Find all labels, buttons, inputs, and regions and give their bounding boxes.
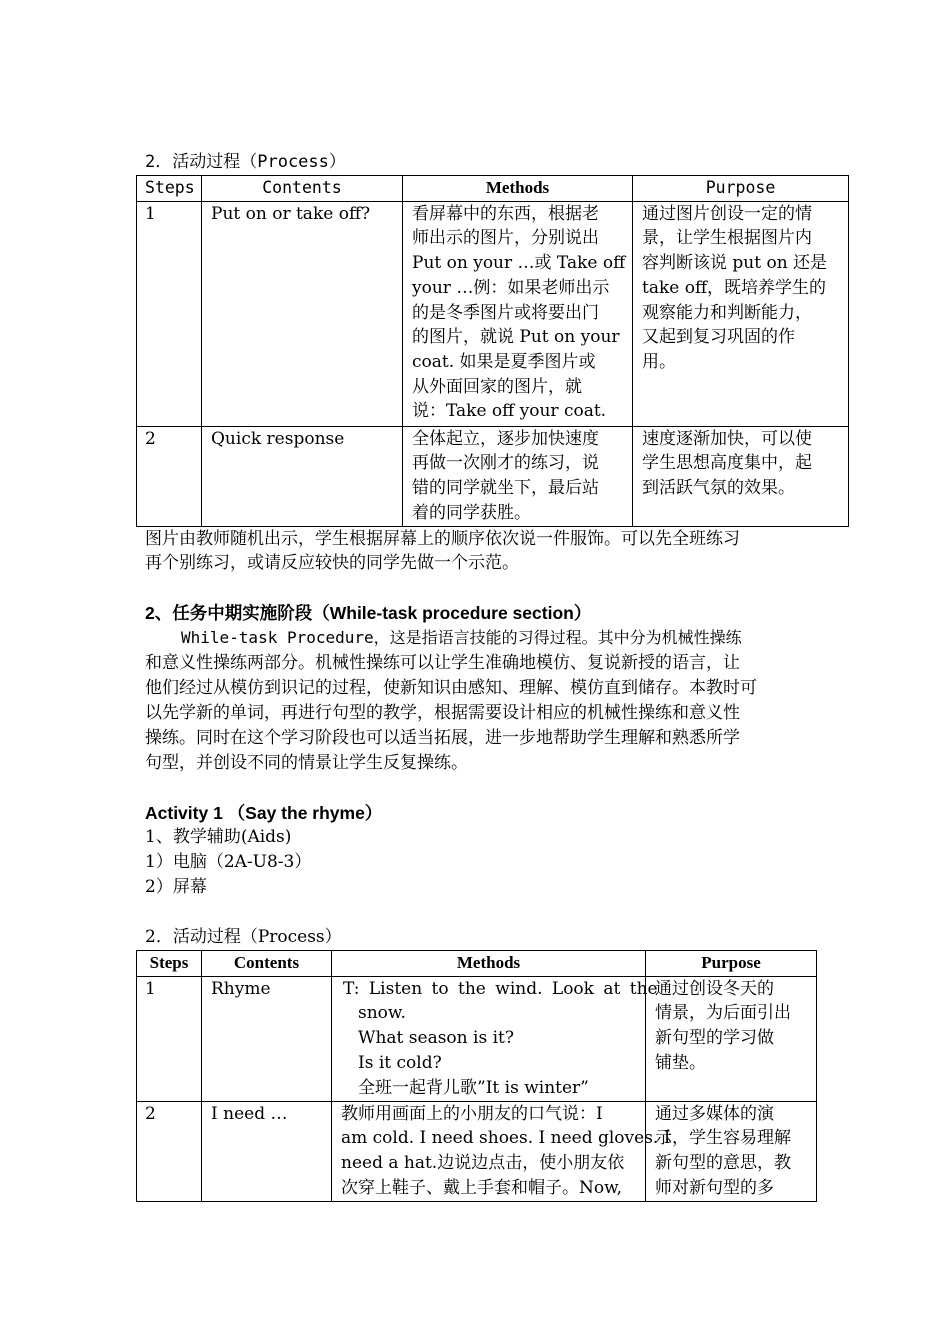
methods-line: 的图片，就说 Put on your [412, 327, 620, 348]
purpose-line: 景，让学生根据图片内 [642, 228, 812, 249]
methods-cell [403, 201, 633, 426]
methods-line: 次穿上鞋子、戴上手套和帽子。Now, [341, 1177, 623, 1198]
methods-line: 师出示的图片，分别说出 [412, 228, 599, 249]
step-cell: 1 [137, 976, 202, 1101]
paragraph-line: 以先学新的单词，再进行句型的教学，根据需要设计相应的机械性操练和意义性 [145, 703, 740, 723]
header-methods: Methods [403, 176, 633, 202]
section-heading: 2、任务中期实施阶段（While-task procedure section） [145, 603, 592, 623]
paragraph-line: While-task Procedure，这是指语言技能的习得过程。其中分为机械性操练 [181, 628, 742, 647]
methods-line: 全班一起背儿歌”It is winter” [358, 1077, 589, 1098]
methods-line: am cold. I need shoes. I need gloves. I [341, 1128, 671, 1149]
purpose-cell [646, 976, 817, 1101]
purpose-line: 通过创设冬天的 [655, 978, 774, 999]
paragraph-line: 句型，并创设不同的情景让学生反复操练。 [145, 753, 468, 773]
header-methods: Methods [332, 951, 646, 977]
paragraph-line: 和意义性操练两部分。机械性操练可以让学生准确地模仿、复说新授的语言，让 [145, 653, 740, 673]
methods-line: your …例：如果老师出示 [412, 277, 610, 298]
methods-line: 的是冬季图片或将要出门 [412, 302, 599, 323]
table-header-row [137, 176, 849, 202]
step-cell: 2 [137, 426, 202, 526]
process-heading-1: 2．活动过程（Process） [145, 152, 346, 172]
purpose-line: 通过多媒体的演 [655, 1103, 774, 1124]
purpose-line: 观察能力和判断能力， [642, 302, 812, 323]
purpose-line: 情景，为后面引出 [655, 1003, 791, 1024]
purpose-line: 又起到复习巩固的作 [642, 327, 795, 348]
header-purpose: Purpose [633, 176, 849, 202]
methods-line: 教师用画面上的小朋友的口气说：I [341, 1103, 603, 1124]
purpose-line: 速度逐渐加快，可以使 [642, 428, 812, 449]
purpose-line: 容判断该说 put on 还是 [642, 253, 828, 274]
methods-line: 错的同学就坐下，最后站 [412, 478, 599, 499]
purpose-cell [633, 201, 849, 426]
purpose-line: 示，学生容易理解 [655, 1128, 791, 1149]
step-cell: 1 [137, 201, 202, 426]
header-purpose: Purpose [646, 951, 817, 977]
note-line: 再个别练习，或请反应较快的同学先做一个示范。 [145, 553, 519, 573]
table-row [137, 1101, 817, 1201]
header-steps: Steps [137, 951, 202, 977]
purpose-line: 到活跃气氛的效果。 [642, 478, 795, 499]
purpose-line: 新句型的学习做 [655, 1028, 774, 1049]
purpose-cell [646, 1101, 817, 1201]
purpose-line: 铺垫。 [655, 1052, 706, 1073]
purpose-line: 学生思想高度集中，起 [642, 453, 812, 474]
content-cell: Quick response [202, 426, 403, 526]
process-table-1 [136, 175, 849, 527]
methods-line: Put on your …或 Take off [412, 253, 626, 274]
header-steps: Steps [137, 176, 202, 202]
methods-line: 说：Take off your coat. [412, 401, 607, 422]
methods-line: 看屏幕中的东西，根据老 [412, 203, 599, 224]
note-line: 图片由教师随机出示，学生根据屏幕上的顺序依次说一件服饰。可以先全班练习 [145, 529, 740, 549]
aids-item: 1）电脑（2A-U8-3） [145, 852, 312, 872]
methods-line: T: Listen to the wind. Look at the [343, 978, 658, 999]
methods-line: need a hat.边说边点击，使小朋友依 [341, 1153, 625, 1174]
purpose-line: 通过图片创设一定的情 [642, 203, 812, 224]
purpose-line: 用。 [642, 351, 676, 372]
step-cell: 2 [137, 1101, 202, 1201]
purpose-line: 师对新句型的多 [655, 1177, 774, 1198]
header-contents: Contents [202, 176, 403, 202]
aids-heading: 1、教学辅助(Aids) [145, 827, 292, 847]
activity-title: Activity 1 （Say the rhyme） [145, 803, 383, 823]
purpose-line: take off，既培养学生的 [642, 277, 827, 298]
table-row [137, 426, 849, 526]
methods-cell [403, 426, 633, 526]
methods-line: 再做一次刚才的练习，说 [412, 453, 599, 474]
process-table-2 [136, 950, 817, 1202]
header-contents: Contents [202, 951, 332, 977]
methods-line: Is it cold? [358, 1052, 442, 1073]
aids-item: 2）屏幕 [145, 877, 207, 897]
methods-cell [332, 1101, 671, 1201]
table-row [137, 201, 849, 426]
table-header-row [137, 951, 817, 977]
process-heading-2: 2．活动过程（Process） [145, 927, 342, 947]
paragraph-line: 他们经过从模仿到识记的过程，使新知识由感知、理解、模仿直到储存。本教时可 [145, 678, 757, 698]
methods-cell [332, 976, 658, 1101]
methods-line: coat. 如果是夏季图片或 [412, 351, 596, 372]
content-cell: Rhyme [202, 976, 332, 1101]
methods-line: snow. [358, 1003, 406, 1024]
methods-line: 着的同学获胜。 [412, 502, 531, 523]
purpose-line: 新句型的意思，教 [655, 1153, 791, 1174]
content-cell: Put on or take off? [202, 201, 403, 426]
methods-line: 全体起立，逐步加快速度 [412, 428, 599, 449]
purpose-cell [633, 426, 849, 526]
content-cell: I need … [202, 1101, 332, 1201]
methods-line: What season is it? [358, 1028, 514, 1049]
paragraph-line: 操练。同时在这个学习阶段也可以适当拓展，进一步地帮助学生理解和熟悉所学 [145, 728, 740, 748]
table-row [137, 976, 817, 1101]
methods-line: 从外面回家的图片，就 [412, 376, 582, 397]
